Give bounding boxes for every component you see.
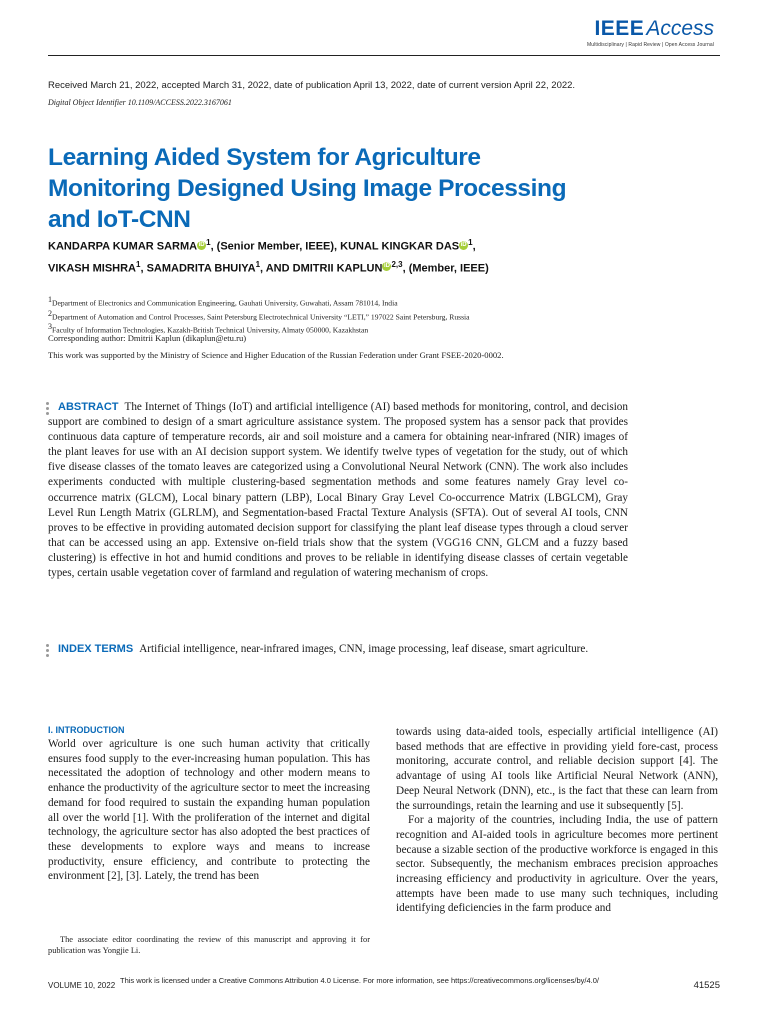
affiliation-sup: 1 <box>255 259 261 269</box>
affiliation-number: 1 <box>48 295 52 304</box>
header-rule <box>48 55 720 56</box>
body-paragraph: World over agriculture is one such human activity that critically ensures food supply to the ever-increasing human population. This has necessitated the adoption of technology and other modern means to enhance the productivity of the agriculture sector to meet the increasing demand for food required to sustain the expanding human population all over the world [1]. With the proliferation of the internet and digital technology, the agriculture sector has also adopted the best practices of these developments to explore ways and means to increase productivity, ensure efficiency, and contribute to protecting the environment [2], [3]. Lately, the trend has been <box>48 738 370 883</box>
affiliation-item <box>48 295 470 309</box>
doi-line: Digital Object Identifier 10.1109/ACCESS.2022.3167061 <box>48 98 232 107</box>
abstract-text: The Internet of Things (IoT) and artificial intelligence (AI) based methods for monitoring, control, and decision support are combined to design of a smart agriculture assistance system. The proposed system has a sensor pack that provides continuous data capture of temperature records, air and soil moisture and a camera for obtaining near-infrared (NIR) images of the plant leaves for use with an AI decision support system. We identify twelve types of vegetation for the study, out of which five disease classes of the tomato leaves are categorized using a Convolutional Neural Network (CNN). The work also includes experiments conducted with multiple clustering-based segmentation methods and some features namely Gray level co-occurrence matrix (GLCM), Local binary pattern (LBP), Local Binary Gray Level Co-occurrence Matrix (LBGLCM), Gray Level Run Length Matrix (GLRLM), and Segmentation-based Fractal Texture Analysis (SFTA). Out of several AI tools, CNN proves to be effective in providing automated decision support for classifying the plant leaf disease types through a cloud server that can be accessed using an app. Extensive on-field trials show that the system (VGG16 CNN, GLCM and a fuzzy based clustering) is effective in hot and humid conditions and proves to be reliable in identifying disease classes of certain vegetable types, certain usable vegetation cover of farmland and regulation of watering mechanism of crops. <box>48 401 628 580</box>
affiliation-sup: 1 <box>468 238 473 247</box>
index-terms-text: Artificial intelligence, near-infrared images, CNN, image processing, leaf disease, smart agriculture. <box>139 643 589 655</box>
left-column <box>48 725 370 884</box>
author-name: VIKASH MISHRA <box>48 262 137 275</box>
received-dates: Received March 21, 2022, accepted March 31, 2022, date of publication April 13, 2022, date of current version April 22, 2022. <box>48 80 576 91</box>
author-name: KANDARPA KUMAR SARMA <box>48 240 198 253</box>
affiliation-item <box>48 309 470 323</box>
index-terms <box>48 642 628 657</box>
affiliation-sup: 2,3 <box>391 259 403 269</box>
index-terms-label: INDEX TERMS <box>58 643 134 655</box>
author-name: , AND DMITRII KAPLUN <box>260 262 383 275</box>
orcid-icon[interactable]: iD <box>383 263 390 270</box>
journal-tagline: Multidisciplinary | Rapid Review | Open Access Journal <box>587 42 714 48</box>
page-number: 41525 <box>693 980 720 991</box>
affiliation-text: Faculty of Information Technologies, Kazakh-British Technical University, Almaty 050000, Kazakhstan <box>52 325 369 335</box>
author-list <box>48 234 728 277</box>
orcid-icon[interactable]: iD <box>198 241 205 248</box>
affiliations <box>48 295 470 336</box>
author-separator: , <box>472 240 476 253</box>
body-paragraph: towards using data-aided tools, especially artificial intelligence (AI) based methods that are effective in providing yield fore-cast, process monitoring, accurate control, and reliable decision support [4]. The advantage of using AI tools like Artificial Neural Network (ANN), Deep Neural Network (DNN), etc., is the fact that these can learn from the surroundings, retain the learning and use it subsequently [5]. <box>396 726 718 812</box>
corresponding-author: Corresponding author: Dmitrii Kaplun (dikaplun@etu.ru) <box>48 333 247 343</box>
affiliation-sup: 1 <box>136 259 141 269</box>
affiliation-text: Department of Electronics and Communication Engineering, Gauhati University, Guwahati, Assam 781014, India <box>52 298 398 308</box>
author-role: , (Member, IEEE) <box>402 262 489 275</box>
orcid-icon[interactable]: iD <box>460 241 467 248</box>
editor-footnote: The associate editor coordinating the review of this manuscript and approving it for publication was Yongjie Li. <box>48 935 370 955</box>
author-role: , (Senior Member, IEEE), KUNAL KINGKAR DAS <box>210 240 460 253</box>
affiliation-number: 2 <box>48 308 52 318</box>
abstract-label: ABSTRACT <box>58 401 119 413</box>
journal-logo <box>587 18 714 48</box>
affiliation-number: 3 <box>48 322 52 332</box>
paper-title: Learning Aided System for Agriculture Monitoring Designed Using Image Processing and IoT-CNN <box>48 144 567 233</box>
abstract <box>48 400 628 581</box>
journal-logo-access: Access <box>646 17 714 40</box>
author-name: , SAMADRITA BHUIYA <box>140 262 256 275</box>
right-column <box>396 725 718 916</box>
section-heading: I. INTRODUCTION <box>48 725 125 735</box>
journal-logo-ieee: IEEE <box>594 17 645 40</box>
volume-label: VOLUME 10, 2022 <box>48 981 116 990</box>
license-notice: This work is licensed under a Creative Commons Attribution 4.0 License. For more information, see https://creativecommons.org/licenses/by/4.0/ <box>120 976 599 985</box>
body-paragraph: For a majority of the countries, including India, the use of pattern recognition and AI-aided tools in agriculture becomes more pertinent because a sizable section of the productive workforce is engaged in this sector. Subsequently, the mechanism embraces precision approaches increasing efficiency and productivity in agriculture. Over the years, attempts have been made to use many such techniques, including identifying deficiencies in the farm produce and <box>396 814 718 915</box>
funding-statement: This work was supported by the Ministry of Science and Higher Education of the Russian Federation under Grant FSEE-2020-0002. <box>48 350 504 360</box>
affiliation-text: Department of Automation and Control Processes, Saint Petersburg Electrotechnical University “LETI,” 197022 Saint Petersburg, Russia <box>52 312 470 322</box>
affiliation-sup: 1 <box>206 238 211 247</box>
